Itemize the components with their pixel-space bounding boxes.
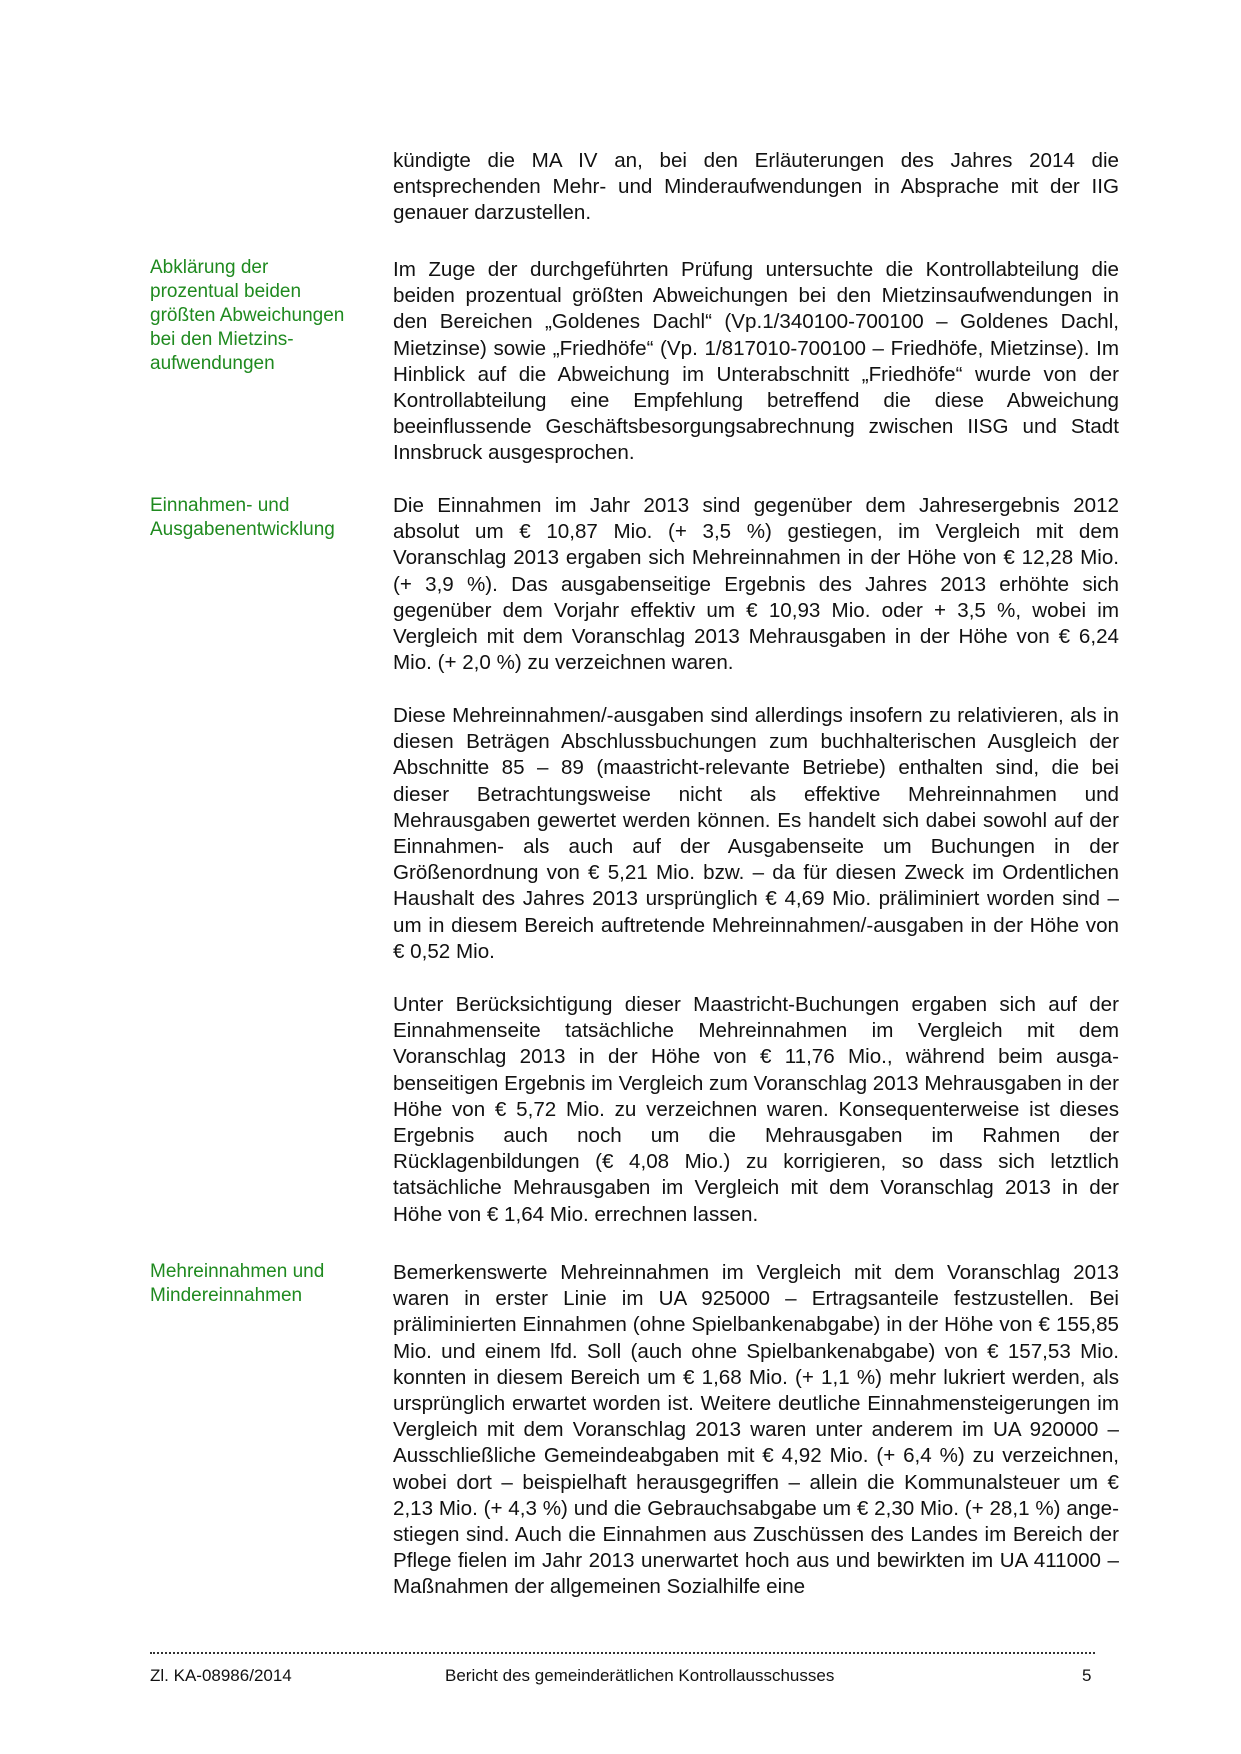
paragraph-einnahmen: Die Einnahmen im Jahr 2013 sind gegenüber dem Jahresergebnis 2012 absolut um € 10,87 Mio. (+ 3,5 %) gestiegen, im Vergleich mit dem Voranschlag 2013 ergaben sich Mehreinnahmen in der Höhe von € 12,28 Mio. (+ 3,9 %). Das ausgabenseitige Ergebnis des Jahres 2013 erhöhte sich gegenüber dem Vorjahr effektiv um € 10,93 Mio. oder + 3,5 %, wobei im Vergleich mit dem Voranschlag 2013 Mehrausgaben in der Höhe von € 6,24 Mio. (+ 2,0 %) zu verzeichnen waren.	[393, 494, 1119, 675]
paragraph-relativierung: Diese Mehreinnahmen/-ausgaben sind allerdings insofern zu relativieren, als in diesen Beträgen Abschlussbuchungen zum buchhalterischen Ausgleich der Abschnitte 85 – 89 (maastricht-relevante Betriebe) enthalten sind, die bei dieser Betrachtungsweise nicht als effektive Mehreinnahmen und Mehrausgaben gewertet werden können. Es handelt sich dabei sowohl auf der Einnahmen- als auch auf der Ausgabenseite um Buchungen in der Größenordnung von € 5,21 Mio. bzw. – da für diesen Zweck im Ordentlichen Haushalt des Jahres 2013 ursprünglich € 4,69 Mio. präliminiert worden sind – um in diesem Bereich auftretende Mehreinnahmen/-ausgaben in der Höhe von € 0,52 Mio.	[393, 704, 1119, 963]
margin-note-einnahmen-ausgaben: Einnahmen- und Ausgabenentwicklung	[150, 495, 335, 540]
paragraph-maastricht: Unter Berücksichtigung dieser Maastricht-Buchungen ergaben sich auf der Einnahmenseite tatsächliche Mehreinnahmen im Vergleich mit dem Voranschlag 2013 in der Höhe von € 11,76 Mio., während beim ausgabenseitigen Ergebnis im Vergleich zum Voranschlag 2013 Mehrausgaben in der Höhe von € 5,72 Mio. zu verzeichnen waren. Konsequenterweise ist dieses Ergebnis auch noch um die Mehrausgaben im Rahmen der Rücklagenbildungen (€ 4,08 Mio.) zu korrigieren, so dass sich letztlich tatsächliche Mehrausgaben im Vergleich mit dem Voranschlag 2013 in der Höhe von € 1,64 Mio. errechnen lassen.	[393, 993, 1119, 1226]
footer-reference: Zl. KA-08986/2014	[150, 1666, 292, 1685]
footer-title: Bericht des gemeinderätlichen Kontrollausschusses	[445, 1666, 835, 1685]
paragraph-intro: kündigte die MA IV an, bei den Erläuterungen des Jahres 2014 die entsprechenden Mehr- und Minderaufwendungen in Absprache mit der IIG genauer darzustellen.	[393, 149, 1119, 225]
margin-note-abklaerung: Abklärung der prozentual beiden größten Abweichungen bei den Mietzins- aufwendungen	[150, 257, 345, 374]
footer-divider	[150, 1652, 1095, 1654]
margin-note-mehreinnahmen: Mehreinnahmen und Mindereinnahmen	[150, 1261, 325, 1306]
paragraph-pruefung: Im Zuge der durchgeführten Prüfung untersuchte die Kontrollabteilung die beiden prozentual größten Abweichungen bei den Mietzinsaufwendungen in den Bereichen „Goldenes Dachl“ (Vp.1/340100-700100 – Goldenes Dachl, Mietzinse) sowie „Friedhöfe“ (Vp. 1/817010-700100 – Friedhöfe, Mietzinse). Im Hinblick auf die Abweichung im Unterabschnitt „Friedhöfe“ wurde von der Kontrollabteilung eine Empfehlung betreffend die diese Abweichung beeinflussende Geschäftsbesorgungsabrechnung zwischen IISG und Stadt Innsbruck ausgesprochen.	[393, 258, 1119, 465]
paragraph-mehreinnahmen: Bemerkenswerte Mehreinnahmen im Vergleich mit dem Voranschlag 2013 waren in erster Linie im UA 925000 – Ertragsanteile festzustellen. Bei präliminierten Einnahmen (ohne Spielbankenabgabe) in der Höhe von € 155,85 Mio. und einem lfd. Soll (auch ohne Spielbankenabgabe) von € 157,53 Mio. konnten in diesem Bereich um € 1,68 Mio. (+ 1,1 %) mehr lukriert werden, als ursprünglich erwartet worden ist. Weitere deutliche Einnahmensteigerungen im Vergleich mit dem Voranschlag 2013 waren unter anderem im UA 920000 – Ausschließliche Gemeindeabgaben mit € 4,92 Mio. (+ 6,4 %) zu verzeichnen, wobei dort – beispielhaft herausgegriffen – allein die Kommunalsteuer um € 2,13 Mio. (+ 4,3 %) und die Gebrauchsabgabe um € 2,30 Mio. (+ 28,1 %) angestiegen sind. Auch die Einnahmen aus Zuschüssen des Landes im Bereich der Pflege fielen im Jahr 2013 unerwartet hoch aus und bewirkten im UA 411000 – Maßnahmen der allgemeinen Sozialhilfe eine	[393, 1261, 1119, 1599]
page-number: 5	[1082, 1666, 1092, 1685]
